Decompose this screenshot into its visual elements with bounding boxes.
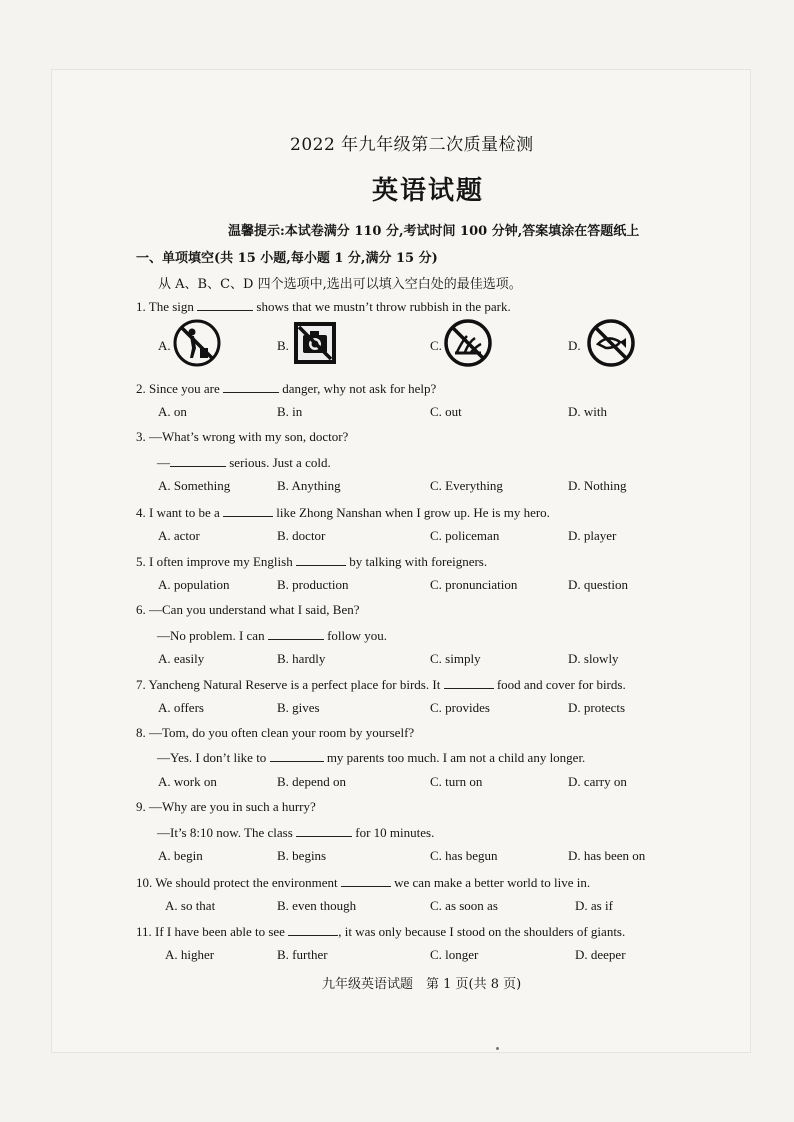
option-b[interactable]: B. [277, 338, 289, 353]
answer-blank [268, 627, 324, 640]
question-stem: serious. Just a cold. [229, 455, 331, 470]
question-2 [136, 380, 436, 397]
option-a[interactable]: A. so that [165, 898, 216, 913]
question-4 [136, 504, 550, 521]
option-b[interactable]: B. even though [277, 898, 357, 913]
question-stem: — [157, 455, 170, 470]
question-stem: we can make a better world to live in. [394, 875, 591, 890]
answer-blank [223, 504, 273, 517]
answer-blank [197, 298, 253, 311]
option-c[interactable]: C. [430, 338, 442, 353]
question-stem: —It’s 8:10 now. The class [157, 825, 293, 840]
option-d[interactable]: D. with [568, 404, 607, 419]
question-stem: by talking with foreigners. [349, 554, 488, 569]
option-c[interactable]: C. longer [430, 947, 479, 962]
answer-blank [444, 676, 494, 689]
option-d[interactable]: D. deeper [575, 947, 626, 962]
option-b[interactable]: B. doctor [277, 528, 326, 543]
option-c[interactable]: C. has begun [430, 848, 498, 863]
question-stem: 4. I want to be a [136, 505, 220, 520]
no-picking-flowers-icon [443, 318, 493, 368]
question-stem: follow you. [327, 628, 388, 643]
question-8-line-1: 8. —Tom, do you often clean your room by yourself? [136, 725, 415, 740]
answer-blank [288, 923, 338, 936]
question-stem: food and cover for birds. [496, 677, 626, 692]
option-d[interactable]: D. has been on [568, 848, 646, 863]
option-c[interactable]: C. pronunciation [430, 577, 518, 592]
option-c[interactable]: C. policeman [430, 528, 500, 543]
option-a[interactable]: A. work on [158, 774, 217, 789]
question-stem: shows that we mustn’t throw rubbish in the park. [256, 299, 511, 314]
option-b[interactable]: B. begins [277, 848, 327, 863]
answer-blank [341, 874, 391, 887]
question-stem: for 10 minutes. [355, 825, 435, 840]
answer-blank [296, 824, 352, 837]
option-d[interactable]: D. protects [568, 700, 626, 715]
answer-blank [170, 454, 226, 467]
question-1 [136, 298, 511, 315]
option-c[interactable]: C. as soon as [430, 898, 498, 913]
no-camera-icon [290, 318, 340, 368]
subject-title: 英语试题 [372, 176, 485, 206]
question-stem: 10. We should protect the environment [136, 875, 338, 890]
option-d[interactable]: D. carry on [568, 774, 627, 789]
question-10 [136, 874, 590, 891]
answer-blank [296, 553, 346, 566]
exam-notice: 温馨提示:本试卷满分 110 分,考试时间 100 分钟,答案填涂在答题纸上 [228, 224, 640, 239]
option-d[interactable]: D. player [568, 528, 617, 543]
question-8 [157, 749, 585, 766]
answer-blank [223, 380, 279, 393]
option-a[interactable]: A. begin [158, 848, 203, 863]
question-stem: 2. Since you are [136, 381, 220, 396]
option-d[interactable]: D. as if [575, 898, 613, 913]
option-c[interactable]: C. turn on [430, 774, 483, 789]
option-b[interactable]: B. further [277, 947, 328, 962]
option-c[interactable]: C. simply [430, 651, 481, 666]
option-b[interactable]: B. hardly [277, 651, 326, 666]
option-b[interactable]: B. gives [277, 700, 320, 715]
question-stem: 1. The sign [136, 299, 194, 314]
option-c[interactable]: C. Everything [430, 478, 503, 493]
option-c[interactable]: C. provides [430, 700, 490, 715]
option-a[interactable]: A. Something [158, 478, 231, 493]
option-c[interactable]: C. out [430, 404, 462, 419]
answer-blank [270, 749, 324, 762]
option-a[interactable]: A. offers [158, 700, 204, 715]
option-b[interactable]: B. depend on [277, 774, 346, 789]
option-a[interactable]: A. population [158, 577, 230, 592]
question-stem: like Zhong Nanshan when I grow up. He is my hero. [276, 505, 550, 520]
question-stem: 5. I often improve my English [136, 554, 293, 569]
option-a[interactable]: A. higher [165, 947, 215, 962]
question-6-line-1: 6. —Can you understand what I said, Ben? [136, 602, 360, 617]
option-a[interactable]: A. actor [158, 528, 200, 543]
question-stem: —Yes. I don’t like to [157, 750, 267, 765]
question-stem: , it was only because I stood on the shoulders of giants. [338, 924, 626, 939]
question-7 [136, 676, 626, 693]
question-3 [157, 454, 331, 471]
option-a[interactable]: A. on [158, 404, 187, 419]
option-d[interactable]: D. slowly [568, 651, 619, 666]
section-heading: 一、单项填空(共 15 小题,每小题 1 分,满分 15 分) [136, 251, 438, 266]
option-d[interactable]: D. Nothing [568, 478, 627, 493]
option-a[interactable]: A. easily [158, 651, 205, 666]
question-11 [136, 923, 625, 940]
exam-title: 2022 年九年级第二次质量检测 [290, 135, 534, 155]
no-littering-icon [172, 318, 222, 368]
option-b[interactable]: B. in [277, 404, 303, 419]
option-b[interactable]: B. Anything [277, 478, 341, 493]
question-stem: 7. Yancheng Natural Reserve is a perfect place for birds. It [136, 677, 441, 692]
question-stem: my parents too much. I am not a child any longer. [326, 750, 586, 765]
no-fishing-icon [586, 318, 636, 368]
option-b[interactable]: B. production [277, 577, 349, 592]
question-5 [136, 553, 487, 570]
question-9 [157, 824, 434, 841]
option-d[interactable]: D. question [568, 577, 628, 592]
question-9-line-1: 9. —Why are you in such a hurry? [136, 799, 316, 814]
question-stem: —No problem. I can [157, 628, 265, 643]
question-6 [157, 627, 387, 644]
section-instruction: 从 A、B、C、D 四个选项中,选出可以填入空白处的最佳选项。 [158, 277, 522, 292]
page-footer: 九年级英语试题 第 1 页(共 8 页) [322, 977, 522, 992]
question-3-line-1: 3. —What’s wrong with my son, doctor? [136, 429, 349, 444]
option-d[interactable]: D. [568, 338, 581, 353]
question-stem: 11. If I have been able to see [136, 924, 285, 939]
scan-speck [496, 1047, 499, 1050]
question-stem: danger, why not ask for help? [282, 381, 437, 396]
option-a[interactable]: A. [158, 338, 171, 353]
